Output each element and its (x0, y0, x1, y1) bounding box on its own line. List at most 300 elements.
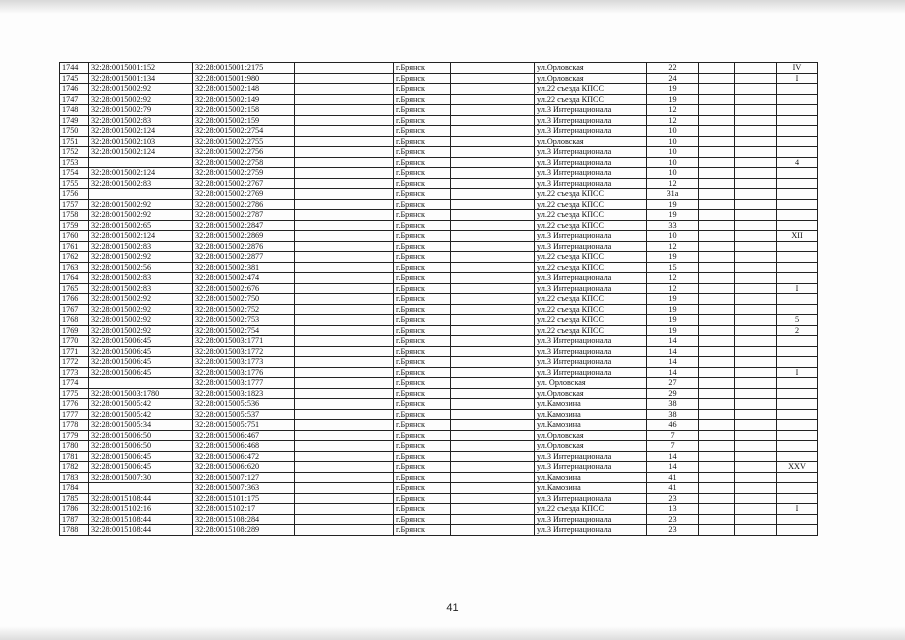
street-cell: ул.22 съезда КПСС (535, 84, 647, 95)
cadastral-number-cell: 32:28:0015005:537 (193, 409, 295, 420)
empty-cell-cell (451, 231, 535, 242)
house-number-cell: 14 (647, 357, 699, 368)
house-number-cell: 19 (647, 210, 699, 221)
street-cell: ул.3 Интернационала (535, 367, 647, 378)
house-number-cell: 19 (647, 94, 699, 105)
row-number-cell: 1780 (60, 441, 89, 452)
cadastral-number-cell: 32:28:0015003:1771 (193, 336, 295, 347)
parent-cadastral-number-cell: 32:28:0015102:16 (89, 504, 193, 515)
table-row (60, 252, 818, 263)
empty-cell-cell (699, 378, 735, 389)
empty-cell-cell (295, 451, 394, 462)
empty-cell-cell (735, 378, 777, 389)
city-cell: г.Брянск (394, 220, 451, 231)
empty-cell-cell (735, 346, 777, 357)
city-cell: г.Брянск (394, 126, 451, 137)
cadastral-number-cell: 32:28:0015002:2847 (193, 220, 295, 231)
parent-cadastral-number-cell: 32:28:0015002:92 (89, 210, 193, 221)
empty-cell-cell (295, 420, 394, 431)
city-cell: г.Брянск (394, 483, 451, 494)
empty-cell-cell (295, 189, 394, 200)
parent-cadastral-number-cell: 32:28:0015108:44 (89, 525, 193, 536)
row-number-cell: 1768 (60, 315, 89, 326)
street-cell: ул.Камозина (535, 420, 647, 431)
empty-cell-cell (451, 409, 535, 420)
cadastral-number-cell: 32:28:0015108:289 (193, 525, 295, 536)
empty-cell-cell (699, 73, 735, 84)
parent-cadastral-number-cell: 32:28:0015002:79 (89, 105, 193, 116)
room-number-cell (777, 136, 818, 147)
table-row (60, 504, 818, 515)
cadastral-number-cell: 32:28:0015108:284 (193, 514, 295, 525)
cadastral-number-cell: 32:28:0015006:472 (193, 451, 295, 462)
empty-cell-cell (699, 199, 735, 210)
street-cell: ул.3 Интернационала (535, 273, 647, 284)
empty-cell-cell (735, 189, 777, 200)
house-number-cell: 10 (647, 168, 699, 179)
parent-cadastral-number-cell (89, 189, 193, 200)
empty-cell-cell (699, 304, 735, 315)
street-cell: ул.22 съезда КПСС (535, 94, 647, 105)
table-row (60, 220, 818, 231)
parent-cadastral-number-cell: 32:28:0015002:92 (89, 304, 193, 315)
parent-cadastral-number-cell: 32:28:0015002:92 (89, 199, 193, 210)
house-number-cell: 38 (647, 399, 699, 410)
city-cell: г.Брянск (394, 504, 451, 515)
street-cell: ул.22 съезда КПСС (535, 252, 647, 263)
empty-cell-cell (735, 178, 777, 189)
table-row (60, 199, 818, 210)
empty-cell-cell (451, 493, 535, 504)
empty-cell-cell (295, 126, 394, 137)
empty-cell-cell (295, 168, 394, 179)
city-cell: г.Брянск (394, 451, 451, 462)
empty-cell-cell (295, 388, 394, 399)
city-cell: г.Брянск (394, 210, 451, 221)
empty-cell-cell (295, 220, 394, 231)
table-row (60, 420, 818, 431)
empty-cell-cell (699, 462, 735, 473)
table-row (60, 346, 818, 357)
empty-cell-cell (699, 525, 735, 536)
row-number-cell: 1776 (60, 399, 89, 410)
empty-cell-cell (451, 136, 535, 147)
empty-cell-cell (295, 147, 394, 158)
empty-cell-cell (451, 73, 535, 84)
cadastral-number-cell: 32:28:0015002:676 (193, 283, 295, 294)
row-number-cell: 1779 (60, 430, 89, 441)
table-row (60, 514, 818, 525)
empty-cell-cell (451, 388, 535, 399)
cadastral-number-cell: 32:28:0015002:2876 (193, 241, 295, 252)
empty-cell-cell (451, 514, 535, 525)
parent-cadastral-number-cell: 32:28:0015002:124 (89, 168, 193, 179)
house-number-cell: 7 (647, 430, 699, 441)
table-row (60, 493, 818, 504)
empty-cell-cell (451, 63, 535, 74)
street-cell: ул.3 Интернационала (535, 283, 647, 294)
row-number-cell: 1758 (60, 210, 89, 221)
empty-cell-cell (295, 346, 394, 357)
empty-cell-cell (295, 378, 394, 389)
empty-cell-cell (451, 210, 535, 221)
city-cell: г.Брянск (394, 63, 451, 74)
cadastral-number-cell: 32:28:0015002:2769 (193, 189, 295, 200)
empty-cell-cell (451, 294, 535, 305)
table-row (60, 315, 818, 326)
table-row (60, 378, 818, 389)
table-row (60, 483, 818, 494)
parent-cadastral-number-cell: 32:28:0015002:83 (89, 241, 193, 252)
table-row (60, 472, 818, 483)
empty-cell-cell (451, 178, 535, 189)
empty-cell-cell (451, 472, 535, 483)
empty-cell-cell (451, 367, 535, 378)
street-cell: ул.3 Интернационала (535, 168, 647, 179)
parent-cadastral-number-cell: 32:28:0015006:50 (89, 441, 193, 452)
room-number-cell: 4 (777, 157, 818, 168)
room-number-cell: 5 (777, 315, 818, 326)
room-number-cell: IV (777, 63, 818, 74)
room-number-cell (777, 451, 818, 462)
street-cell: ул.22 съезда КПСС (535, 294, 647, 305)
house-number-cell: 23 (647, 514, 699, 525)
empty-cell-cell (735, 283, 777, 294)
empty-cell-cell (735, 115, 777, 126)
row-number-cell: 1783 (60, 472, 89, 483)
table-row (60, 430, 818, 441)
cadastral-number-cell: 32:28:0015003:1773 (193, 357, 295, 368)
city-cell: г.Брянск (394, 94, 451, 105)
house-number-cell: 41 (647, 472, 699, 483)
empty-cell-cell (735, 409, 777, 420)
empty-cell-cell (451, 430, 535, 441)
room-number-cell (777, 252, 818, 263)
table-row (60, 304, 818, 315)
empty-cell-cell (699, 136, 735, 147)
house-number-cell: 19 (647, 294, 699, 305)
city-cell: г.Брянск (394, 378, 451, 389)
city-cell: г.Брянск (394, 493, 451, 504)
empty-cell-cell (735, 504, 777, 515)
room-number-cell: I (777, 73, 818, 84)
empty-cell-cell (735, 105, 777, 116)
empty-cell-cell (699, 409, 735, 420)
empty-cell-cell (451, 378, 535, 389)
house-number-cell: 12 (647, 241, 699, 252)
cadastral-number-cell: 32:28:0015002:2755 (193, 136, 295, 147)
empty-cell-cell (295, 63, 394, 74)
cadastral-number-cell: 32:28:0015006:468 (193, 441, 295, 452)
empty-cell-cell (451, 304, 535, 315)
empty-cell-cell (295, 294, 394, 305)
empty-cell-cell (699, 472, 735, 483)
row-number-cell: 1752 (60, 147, 89, 158)
empty-cell-cell (735, 430, 777, 441)
street-cell: ул.Орловская (535, 388, 647, 399)
parent-cadastral-number-cell (89, 483, 193, 494)
room-number-cell (777, 115, 818, 126)
row-number-cell: 1788 (60, 525, 89, 536)
room-number-cell: XII (777, 231, 818, 242)
cadastral-number-cell: 32:28:0015002:2786 (193, 199, 295, 210)
city-cell: г.Брянск (394, 388, 451, 399)
empty-cell-cell (295, 493, 394, 504)
house-number-cell: 7 (647, 441, 699, 452)
empty-cell-cell (735, 126, 777, 137)
empty-cell-cell (295, 105, 394, 116)
room-number-cell (777, 147, 818, 158)
empty-cell-cell (699, 189, 735, 200)
cadastral-number-cell: 32:28:0015005:751 (193, 420, 295, 431)
empty-cell-cell (699, 147, 735, 158)
empty-cell-cell (295, 199, 394, 210)
row-number-cell: 1748 (60, 105, 89, 116)
city-cell: г.Брянск (394, 189, 451, 200)
empty-cell-cell (735, 441, 777, 452)
street-cell: ул.Камозина (535, 472, 647, 483)
room-number-cell (777, 483, 818, 494)
street-cell: ул.3 Интернационала (535, 514, 647, 525)
street-cell: ул.3 Интернационала (535, 346, 647, 357)
empty-cell-cell (735, 199, 777, 210)
cadastral-number-cell: 32:28:0015002:2754 (193, 126, 295, 137)
empty-cell-cell (699, 63, 735, 74)
parent-cadastral-number-cell (89, 157, 193, 168)
row-number-cell: 1774 (60, 378, 89, 389)
parent-cadastral-number-cell: 32:28:0015002:92 (89, 294, 193, 305)
empty-cell-cell (699, 315, 735, 326)
empty-cell-cell (295, 409, 394, 420)
street-cell: ул.22 съезда КПСС (535, 325, 647, 336)
house-number-cell: 19 (647, 84, 699, 95)
parent-cadastral-number-cell: 32:28:0015002:124 (89, 231, 193, 242)
parent-cadastral-number-cell: 32:28:0015108:44 (89, 493, 193, 504)
room-number-cell (777, 210, 818, 221)
room-number-cell (777, 126, 818, 137)
city-cell: г.Брянск (394, 472, 451, 483)
empty-cell-cell (699, 430, 735, 441)
parent-cadastral-number-cell: 32:28:0015002:124 (89, 126, 193, 137)
row-number-cell: 1773 (60, 367, 89, 378)
empty-cell-cell (699, 336, 735, 347)
empty-cell-cell (451, 525, 535, 536)
street-cell: ул.Орловская (535, 430, 647, 441)
row-number-cell: 1777 (60, 409, 89, 420)
empty-cell-cell (735, 493, 777, 504)
row-number-cell: 1751 (60, 136, 89, 147)
house-number-cell: 31а (647, 189, 699, 200)
row-number-cell: 1753 (60, 157, 89, 168)
empty-cell-cell (735, 252, 777, 263)
house-number-cell: 10 (647, 157, 699, 168)
parent-cadastral-number-cell: 32:28:0015108:44 (89, 514, 193, 525)
city-cell: г.Брянск (394, 325, 451, 336)
empty-cell-cell (699, 84, 735, 95)
room-number-cell: I (777, 283, 818, 294)
table-row (60, 462, 818, 473)
empty-cell-cell (735, 325, 777, 336)
table-row (60, 241, 818, 252)
cadastral-number-cell: 32:28:0015005:536 (193, 399, 295, 410)
room-number-cell (777, 388, 818, 399)
cadastral-number-cell: 32:28:0015001:2175 (193, 63, 295, 74)
street-cell: ул.3 Интернационала (535, 493, 647, 504)
cadastral-number-cell: 32:28:0015002:158 (193, 105, 295, 116)
house-number-cell: 19 (647, 315, 699, 326)
house-number-cell: 14 (647, 336, 699, 347)
empty-cell-cell (451, 483, 535, 494)
row-number-cell: 1747 (60, 94, 89, 105)
city-cell: г.Брянск (394, 273, 451, 284)
room-number-cell (777, 178, 818, 189)
empty-cell-cell (451, 147, 535, 158)
street-cell: ул.22 съезда КПСС (535, 315, 647, 326)
empty-cell-cell (295, 94, 394, 105)
city-cell: г.Брянск (394, 399, 451, 410)
table-row (60, 262, 818, 273)
house-number-cell: 12 (647, 273, 699, 284)
empty-cell-cell (451, 336, 535, 347)
empty-cell-cell (699, 451, 735, 462)
city-cell: г.Брянск (394, 147, 451, 158)
row-number-cell: 1787 (60, 514, 89, 525)
house-number-cell: 27 (647, 378, 699, 389)
empty-cell-cell (295, 136, 394, 147)
empty-cell-cell (735, 514, 777, 525)
empty-cell-cell (451, 220, 535, 231)
parent-cadastral-number-cell: 32:28:0015007:30 (89, 472, 193, 483)
city-cell: г.Брянск (394, 315, 451, 326)
empty-cell-cell (451, 157, 535, 168)
room-number-cell (777, 525, 818, 536)
parent-cadastral-number-cell: 32:28:0015002:92 (89, 325, 193, 336)
room-number-cell (777, 493, 818, 504)
empty-cell-cell (295, 115, 394, 126)
street-cell: ул.Орловская (535, 73, 647, 84)
cadastral-number-cell: 32:28:0015101:175 (193, 493, 295, 504)
cadastral-number-cell: 32:28:0015002:474 (193, 273, 295, 284)
empty-cell-cell (699, 514, 735, 525)
empty-cell-cell (295, 84, 394, 95)
cadastral-number-cell: 32:28:0015002:2767 (193, 178, 295, 189)
row-number-cell: 1762 (60, 252, 89, 263)
parent-cadastral-number-cell: 32:28:0015003:1780 (89, 388, 193, 399)
empty-cell-cell (735, 483, 777, 494)
room-number-cell (777, 84, 818, 95)
empty-cell-cell (699, 294, 735, 305)
room-number-cell (777, 241, 818, 252)
parent-cadastral-number-cell: 32:28:0015002:92 (89, 94, 193, 105)
row-number-cell: 1757 (60, 199, 89, 210)
table-row (60, 73, 818, 84)
row-number-cell: 1786 (60, 504, 89, 515)
empty-cell-cell (699, 220, 735, 231)
empty-cell-cell (451, 283, 535, 294)
empty-cell-cell (451, 399, 535, 410)
empty-cell-cell (699, 283, 735, 294)
cadastral-number-cell: 32:28:0015002:2756 (193, 147, 295, 158)
house-number-cell: 14 (647, 346, 699, 357)
table-row (60, 115, 818, 126)
row-number-cell: 1764 (60, 273, 89, 284)
table-row (60, 136, 818, 147)
row-number-cell: 1769 (60, 325, 89, 336)
empty-cell-cell (451, 199, 535, 210)
house-number-cell: 10 (647, 136, 699, 147)
house-number-cell: 15 (647, 262, 699, 273)
row-number-cell: 1746 (60, 84, 89, 95)
street-cell: ул.Камозина (535, 399, 647, 410)
cadastral-number-cell: 32:28:0015002:149 (193, 94, 295, 105)
empty-cell-cell (451, 315, 535, 326)
empty-cell-cell (699, 241, 735, 252)
room-number-cell (777, 399, 818, 410)
parent-cadastral-number-cell: 32:28:0015006:45 (89, 367, 193, 378)
city-cell: г.Брянск (394, 178, 451, 189)
parent-cadastral-number-cell: 32:28:0015002:124 (89, 147, 193, 158)
empty-cell-cell (295, 157, 394, 168)
empty-cell-cell (699, 210, 735, 221)
row-number-cell: 1771 (60, 346, 89, 357)
empty-cell-cell (295, 483, 394, 494)
table-row (60, 388, 818, 399)
table-row (60, 336, 818, 347)
empty-cell-cell (295, 514, 394, 525)
city-cell: г.Брянск (394, 168, 451, 179)
page-number: 41 (446, 602, 459, 614)
empty-cell-cell (295, 462, 394, 473)
street-cell: ул.3 Интернационала (535, 462, 647, 473)
empty-cell-cell (451, 441, 535, 452)
table-row (60, 147, 818, 158)
empty-cell-cell (699, 483, 735, 494)
table-row (60, 325, 818, 336)
room-number-cell (777, 409, 818, 420)
city-cell: г.Брянск (394, 409, 451, 420)
row-number-cell: 1761 (60, 241, 89, 252)
house-number-cell: 19 (647, 199, 699, 210)
street-cell: ул.3 Интернационала (535, 147, 647, 158)
cadastral-number-cell: 32:28:0015003:1772 (193, 346, 295, 357)
house-number-cell: 19 (647, 304, 699, 315)
empty-cell-cell (295, 178, 394, 189)
parent-cadastral-number-cell: 32:28:0015002:56 (89, 262, 193, 273)
empty-cell-cell (295, 73, 394, 84)
empty-cell-cell (735, 210, 777, 221)
room-number-cell (777, 262, 818, 273)
cadastral-number-cell: 32:28:0015002:754 (193, 325, 295, 336)
empty-cell-cell (295, 231, 394, 242)
house-number-cell: 10 (647, 231, 699, 242)
empty-cell-cell (295, 210, 394, 221)
row-number-cell: 1755 (60, 178, 89, 189)
street-cell: ул.22 съезда КПСС (535, 189, 647, 200)
empty-cell-cell (699, 346, 735, 357)
table-row (60, 168, 818, 179)
row-number-cell: 1782 (60, 462, 89, 473)
house-number-cell: 14 (647, 462, 699, 473)
house-number-cell: 33 (647, 220, 699, 231)
empty-cell-cell (699, 273, 735, 284)
street-cell: ул. Орловская (535, 378, 647, 389)
parent-cadastral-number-cell: 32:28:0015005:42 (89, 409, 193, 420)
row-number-cell: 1781 (60, 451, 89, 462)
table-row (60, 94, 818, 105)
table-row (60, 63, 818, 74)
city-cell: г.Брянск (394, 304, 451, 315)
table-row (60, 525, 818, 536)
